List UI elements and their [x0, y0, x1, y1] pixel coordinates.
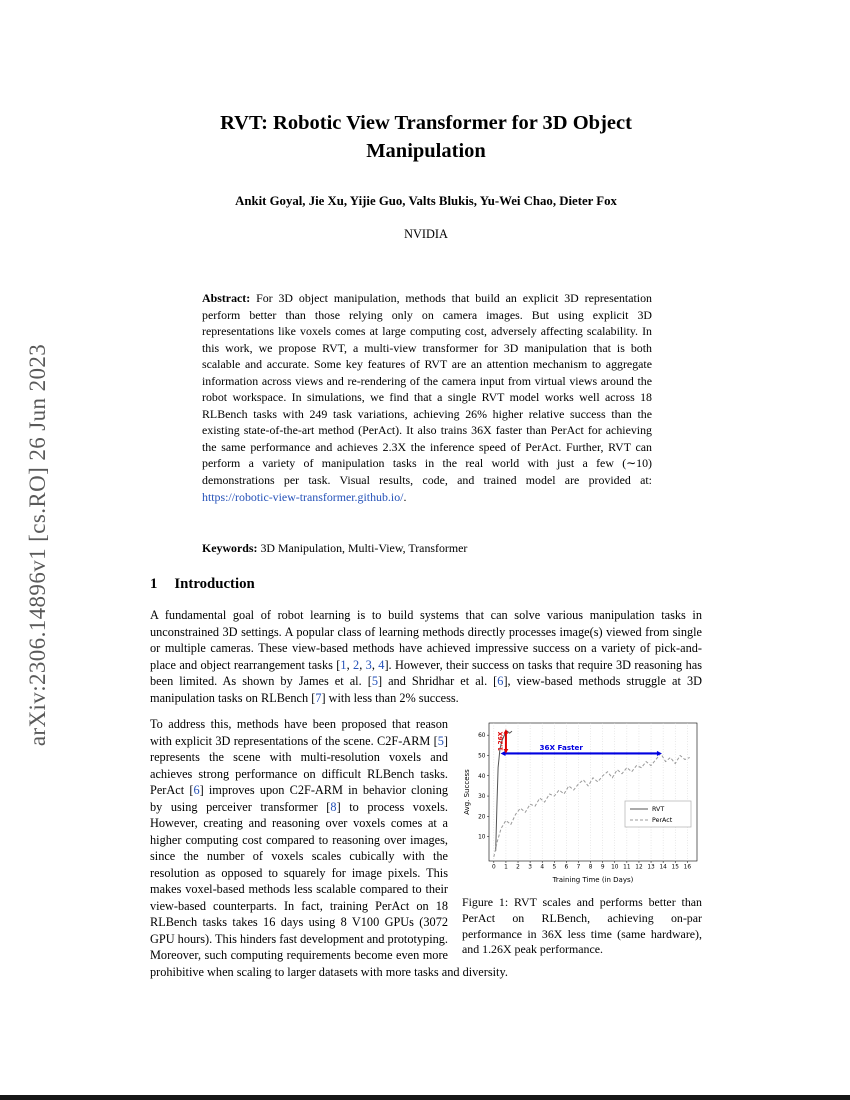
- paper-title-text: RVT: Robotic View Transformer for 3D Object Manipulation: [220, 112, 632, 162]
- citation-ref[interactable]: 7: [315, 690, 322, 705]
- keywords-line: [202, 541, 652, 556]
- paper-title: [150, 110, 702, 165]
- section-1-title: Introduction: [174, 576, 255, 592]
- x-axis-label: Training Time (in Days): [552, 876, 634, 884]
- text-segment: Abstract:: [202, 291, 257, 305]
- citation-ref[interactable]: 3: [365, 657, 372, 672]
- text-segment: A fundamental goal of robot learning is to build systems that can solve various manipulation tasks in unconstrained 3D settings. A popular class of learning methods directly processes image(s) viewed from single or multiple cameras. These view-based methods have achieved impressive success on a variety of pick-and-place and object rearrangement tasks [: [150, 608, 702, 672]
- url-link[interactable]: https://robotic-view-transformer.github.io/: [202, 489, 404, 504]
- y-tick-label: 10: [478, 834, 486, 841]
- x-tick-label: 12: [635, 864, 643, 871]
- figure1-chart: [462, 716, 702, 891]
- intro-paragraph-2-text: [150, 717, 508, 979]
- x-tick-label: 4: [540, 864, 545, 871]
- text-segment: ], view-based methods struggle at 3D manipulation tasks on RLBench [: [150, 674, 702, 705]
- y-axis-label: Avg. Success: [463, 769, 471, 815]
- peak-label: 1.26X: [497, 731, 505, 751]
- citation-ref[interactable]: 5: [437, 733, 444, 748]
- y-tick-label: 60: [478, 733, 486, 740]
- x-tick-label: 0: [491, 864, 496, 871]
- figure-1: [462, 716, 702, 958]
- x-tick-label: 11: [623, 864, 631, 871]
- legend-label-peract: PerAct: [652, 817, 673, 825]
- page-bottom-edge: [0, 1095, 850, 1100]
- citation-ref[interactable]: 1: [340, 657, 347, 672]
- x-tick-label: 6: [564, 864, 569, 871]
- y-tick-label: 30: [478, 794, 486, 801]
- y-tick-label: 40: [478, 773, 486, 780]
- text-segment: ] improves upon C2F-ARM in behavior cloning by using perceiver transformer [: [150, 783, 448, 814]
- x-tick-label: 7: [576, 864, 581, 871]
- text-segment: ] and Shridhar et al. [: [377, 674, 498, 689]
- keywords-text: 3D Manipulation, Multi-View, Transformer: [257, 541, 468, 555]
- text-segment: ,: [371, 657, 379, 672]
- x-tick-label: 14: [659, 864, 667, 871]
- arxiv-watermark: arXiv:2306.14896v1 [cs.RO] 26 Jun 2023: [25, 343, 50, 747]
- text-segment: ,: [346, 657, 354, 672]
- intro-paragraph-2: [150, 716, 702, 981]
- text-segment: .: [403, 489, 407, 504]
- affiliation: NVIDIA: [404, 227, 448, 241]
- section-1-heading: [150, 576, 255, 593]
- text-segment: ] represents the scene with multi-resolution voxels and achieves strong performance on difficult RLBench tasks. PerAct [: [150, 733, 448, 798]
- x-tick-label: 2: [516, 864, 520, 871]
- text-segment: ,: [359, 657, 366, 672]
- intro-paragraph-1: [150, 607, 702, 706]
- x-tick-label: 8: [588, 864, 593, 871]
- abstract-paragraph: [202, 290, 652, 505]
- x-tick-label: 3: [528, 864, 532, 871]
- y-tick-label: 50: [478, 753, 486, 760]
- y-tick-label: 20: [478, 814, 486, 821]
- x-tick-label: 10: [611, 864, 619, 871]
- text-segment: ] with less than 2% success.: [321, 690, 459, 705]
- text-segment: To address this, methods have been proposed that reason with explicit 3D representations of the scene. C2F-ARM [: [150, 717, 448, 748]
- citation-ref[interactable]: 2: [353, 657, 360, 672]
- legend-label-rvt: RVT: [652, 806, 665, 814]
- speedup-label: 36X Faster: [539, 742, 583, 752]
- x-tick-label: 9: [600, 864, 605, 871]
- citation-ref[interactable]: 6: [193, 783, 200, 798]
- x-tick-label: 16: [683, 864, 692, 871]
- author-list: Ankit Goyal, Jie Xu, Yijie Guo, Valts Blukis, Yu-Wei Chao, Dieter Fox: [235, 194, 617, 208]
- x-tick-label: 5: [552, 864, 557, 871]
- citation-ref[interactable]: 5: [371, 674, 378, 689]
- x-tick-label: 1: [504, 864, 508, 871]
- x-tick-label: 13: [647, 864, 655, 871]
- keywords-label: Keywords:: [202, 541, 258, 555]
- text-segment: For 3D object manipulation, methods that build an explicit 3D representation perform better than those relying only on camera images. But using explicit 3D representations like voxels comes at large computing cost, adversely affecting scalability. In this work, we propose RVT, a multi-view transformer for 3D manipulation that is both scalable and accurate. Some key features of RVT are an attention mechanism to aggregate information across views and re-rendering of the camera input from virtual views around the robot workspace. In simulations, we find that a single RVT model works well across 18 RLBench tasks with 249 task variations, achieving 26% higher relative success than the existing state-of-the-art method (PerAct). It also trains 36X faster than PerAct for achieving the same performance and achieves 2.3X the inference speed of PerAct. Further, RVT can perform a variety of manipulation tasks in the real world with just a few (∼10) demonstrations per task. Visual results, code, and trained model are provided at:: [202, 291, 652, 488]
- text-segment: ]. However, their success on tasks that require 3D reasoning has been limited. As shown by James et al. [: [150, 657, 702, 689]
- plot-frame: [489, 723, 697, 861]
- text-segment: ] to process voxels. However, creating and reasoning over voxels comes at a higher computing cost compared to reasoning over images, since the number of voxels scales cubically with the resolution as opposed to squarely for image pixels. This makes voxel-based methods less scalable compared to their view-based counterparts. In fact, training PerAct on 18 RLBench tasks takes 16 days using 8 V100 GPUs (3072 GPU hours). This hinders fast development and prototyping. Moreover, such computing requirements become even more prohibitive when scaling to larger datasets with more tasks and diversity.: [150, 799, 508, 979]
- figure1-caption: Figure 1: RVT scales and performs better than PerAct on RLBench, achieving on-par performance in 36X less time (same hardware), and 1.26X peak performance.: [462, 895, 702, 957]
- citation-ref[interactable]: 6: [497, 674, 504, 689]
- citation-ref[interactable]: 4: [378, 657, 385, 672]
- section-1-number: 1: [150, 576, 158, 592]
- x-tick-label: 15: [671, 864, 679, 871]
- citation-ref[interactable]: 8: [330, 799, 337, 814]
